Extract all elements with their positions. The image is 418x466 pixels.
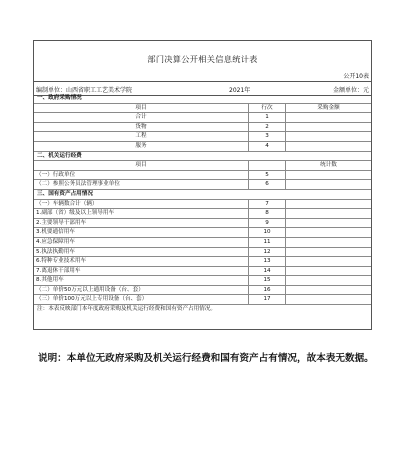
row-item: 合计	[34, 113, 249, 122]
row-no: 16	[263, 286, 271, 293]
note-row	[34, 305, 371, 315]
row-value	[285, 276, 371, 285]
header-item: 项目	[34, 104, 249, 113]
row-no: 7	[265, 200, 269, 207]
row-no: 12	[263, 248, 271, 255]
column-header-row	[34, 161, 371, 171]
header-seq: 行次	[261, 104, 273, 111]
row-no: 13	[263, 258, 271, 265]
row-item: 服务	[34, 142, 249, 151]
row-item: 4.应急保障用车	[34, 238, 249, 247]
amount-unit: 金额单位：元	[332, 87, 369, 94]
row-item: 8.其他用车	[34, 276, 249, 285]
table-row	[34, 123, 371, 133]
row-item: （二）参照公务员法管理事业单位	[34, 180, 249, 189]
row-value	[285, 248, 371, 257]
table-row	[34, 180, 371, 190]
table-body	[34, 94, 371, 315]
row-no: 2	[265, 123, 269, 130]
row-no: 10	[263, 229, 271, 236]
table-note: 注：本表反映部门本年度政府采购及机关运行经费和国有资产占用情况。	[37, 306, 217, 313]
table-row	[34, 219, 371, 229]
table-title: 部门决算公开相关信息统计表	[147, 54, 258, 64]
table-row	[34, 248, 371, 258]
row-value	[285, 180, 371, 189]
row-no: 3	[265, 133, 269, 140]
row-item: 1.副部（省）级及以上领导用车	[34, 209, 249, 218]
row-value	[285, 209, 371, 218]
header-purchase-amount: 采购金额	[285, 104, 371, 113]
table-row	[34, 228, 371, 238]
table-row	[34, 142, 371, 152]
row-item: （一）车辆数合计（辆）	[34, 200, 249, 209]
row-value	[285, 228, 371, 237]
row-value	[285, 123, 371, 132]
column-header-row	[34, 104, 371, 114]
row-value	[285, 219, 371, 228]
report-year: 2021年	[229, 87, 251, 94]
row-item: 7.离退休干部用车	[34, 267, 249, 276]
row-item: （一）行政单位	[34, 171, 249, 180]
row-item: （三）单价100万元以上专用设备（台、套）	[34, 295, 249, 304]
section-header	[34, 152, 371, 162]
table-row	[34, 267, 371, 277]
row-item: 货物	[34, 123, 249, 132]
row-value	[285, 132, 371, 141]
row-value	[285, 142, 371, 151]
row-item: （二）单价50万元以上通用设备（台、套）	[34, 286, 249, 295]
table-row	[34, 295, 371, 305]
table-row	[34, 209, 371, 219]
row-value	[285, 238, 371, 247]
section-title: 一、政府采购情况	[37, 95, 82, 101]
row-value	[285, 267, 371, 276]
row-no: 11	[263, 238, 271, 245]
row-value	[285, 200, 371, 209]
row-no: 1	[265, 114, 269, 121]
row-value	[285, 286, 371, 295]
section-title: 三、国有资产占用情况	[37, 190, 93, 197]
row-item: 5.执法执勤用车	[34, 248, 249, 257]
table-row	[34, 171, 371, 181]
row-no: 6	[265, 181, 269, 188]
form-number: 公开10表	[343, 73, 369, 80]
table-row	[34, 257, 371, 267]
table-row	[34, 200, 371, 210]
row-no: 15	[263, 277, 271, 284]
header-seq-blank	[249, 161, 285, 170]
row-item: 2.主要领导干部用车	[34, 219, 249, 228]
row-no: 8	[265, 210, 269, 217]
section-header	[34, 94, 371, 104]
row-no: 4	[265, 142, 269, 149]
statistics-table	[33, 40, 372, 330]
section-title: 二、机关运行经费	[37, 152, 82, 159]
row-item: 工程	[34, 132, 249, 141]
explanation-text: 说明：本单位无政府采购及机关运行经费和国有资产占有情况，故本表无数据。	[38, 353, 374, 364]
row-value	[285, 257, 371, 266]
row-no: 14	[263, 267, 271, 274]
row-no: 9	[265, 219, 269, 226]
compiling-unit: 编制单位：山西省职工工艺美术学院	[36, 87, 133, 94]
table-row	[34, 286, 371, 296]
table-row	[34, 238, 371, 248]
row-value	[285, 295, 371, 304]
section-header	[34, 190, 371, 200]
table-row	[34, 113, 371, 123]
row-value	[285, 113, 371, 122]
row-item: 3.机要通信用车	[34, 228, 249, 237]
header-figure: 统计数	[285, 161, 371, 170]
header-item: 项目	[34, 161, 249, 170]
table-row	[34, 132, 371, 142]
row-no: 5	[265, 171, 269, 178]
row-value	[285, 171, 371, 180]
row-item: 6.特种专业技术用车	[34, 257, 249, 266]
row-no: 17	[263, 296, 271, 303]
table-row	[34, 276, 371, 286]
